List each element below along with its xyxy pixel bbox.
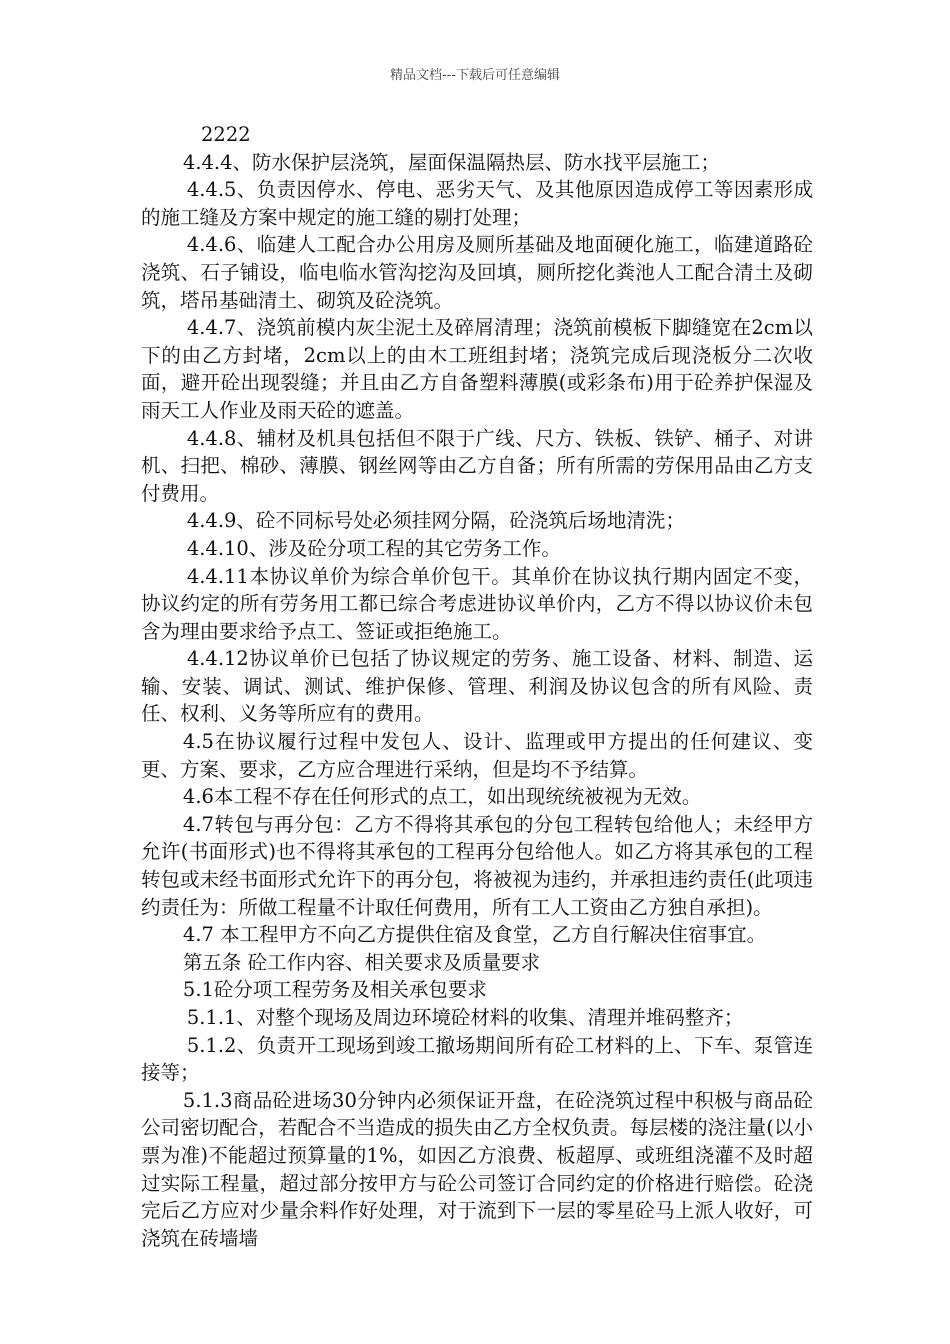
clause-4-4-7: 4.4.7、浇筑前模内灰尘泥土及碎屑清理；浇筑前模板下脚缝宽在2cm以下的由乙方封堵，2cm以上的由木工班组封堵；浇筑完成后现浇板分二次收面，避开砼出现裂缝；并且由乙方自备塑料薄膜(或彩条布)用于砼养护保湿及雨天工人作业及雨天砼的遮盖。 bbox=[141, 316, 813, 422]
clause-4-4-4: 4.4.4、防水保护层浇筑，屋面保温隔热层、防水找平层施工； bbox=[182, 150, 721, 174]
document-body bbox=[141, 121, 813, 1252]
clause-5-1-3: 5.1.3商品砼进场30分钟内必须保证开盘，在砼浇筑过程中积极与商品砼公司密切配合，若配合不当造成的损失由乙方全权负责。每层楼的浇注量(以小票为准)不能超过预算量的1%，如因乙方浪费、板超厚、或班组浇灌不及时超过实际工程量，超过部分按甲方与砼公司签订合同约定的价格进行赔偿。砼浇完后乙方应对少量余料作好处理，对于流到下一层的零星砼马上派人收好，可浇筑在砖墙墙 bbox=[141, 1088, 813, 1250]
clause-4-4-12: 4.4.12协议单价已包括了协议规定的劳务、施工设备、材料、制造、运输、安装、调试、测试、维护保修、管理、利润及协议包含的所有风险、责任、权利、义务等所应有的费用。 bbox=[141, 647, 813, 726]
clause-4-4-5: 4.4.5、负责因停水、停电、恶劣天气、及其他原因造成停工等因素形成的施工缝及方案中规定的施工缝的剔打处理； bbox=[141, 178, 813, 229]
page-header: 精品文档---下载后可任意编辑 bbox=[389, 68, 561, 83]
clause-5-1: 5.1砼分项工程劳务及相关承包要求 bbox=[182, 978, 487, 1002]
clause-4-4-9: 4.4.9、砼不同标号处必须挂网分隔，砼浇筑后场地清洗； bbox=[186, 509, 685, 533]
article-5-heading: 第五条 砼工作内容、相关要求及质量要求 bbox=[182, 950, 541, 974]
clause-4-4-10: 4.4.10、涉及砼分项工程的其它劳务工作。 bbox=[186, 536, 561, 560]
clause-4-5: 4.5在协议履行过程中发包人、设计、监理或甲方提出的任何建议、变更、方案、要求，乙方应合理进行采纳，但是均不予结算。 bbox=[141, 730, 813, 781]
clause-4-7-accommodation: 4.7 本工程甲方不向乙方提供住宿及食堂，乙方自行解决住宿事宜。 bbox=[182, 923, 767, 947]
clause-4-4-6: 4.4.6、临建人工配合办公用房及厕所基础及地面硬化施工，临建道路砼浇筑、石子铺设，临电临水管沟挖沟及回填，厕所挖化粪池人工配合清土及砌筑，塔吊基础清土、砌筑及砼浇筑。 bbox=[141, 233, 813, 312]
clause-5-1-2: 5.1.2、负责开工现场到竣工撤场期间所有砼工材料的上、下车、泵管连接等； bbox=[141, 1033, 813, 1085]
clause-5-1-1: 5.1.1、对整个现场及周边环境砼材料的收集、清理并堆码整齐； bbox=[186, 1006, 744, 1029]
clause-4-6: 4.6本工程不存在任何形式的点工，如出现统统被视为无效。 bbox=[182, 785, 702, 809]
page-code: 2222 bbox=[201, 123, 251, 146]
clause-4-4-11: 4.4.11本协议单价为综合单价包干。其单价在协议执行期内固定不变，协议约定的所有劳务用工都已综合考虑进协议单价内，乙方不得以协议价未包含为理由要求给予点工、签证或拒绝施工。 bbox=[141, 564, 813, 643]
clause-4-7-subcontract: 4.7转包与再分包：乙方不得将其承包的分包工程转包给他人；未经甲方允许(书面形式)也不得将其承包的工程再分包给他人。如乙方将其承包的工程转包或未经书面形式允许下的再分包，将被视为违约，并承担违约责任(此项违约责任为：所做工程量不计取任何费用，所有工人工资由乙方独自承担)。 bbox=[141, 812, 813, 919]
clause-4-4-8: 4.4.8、辅材及机具包括但不限于广线、尺方、铁板、铁铲、桶子、对讲机、扫把、棉砂、薄膜、钢丝网等由乙方自备；所有所需的劳保用品由乙方支付费用。 bbox=[141, 426, 813, 505]
